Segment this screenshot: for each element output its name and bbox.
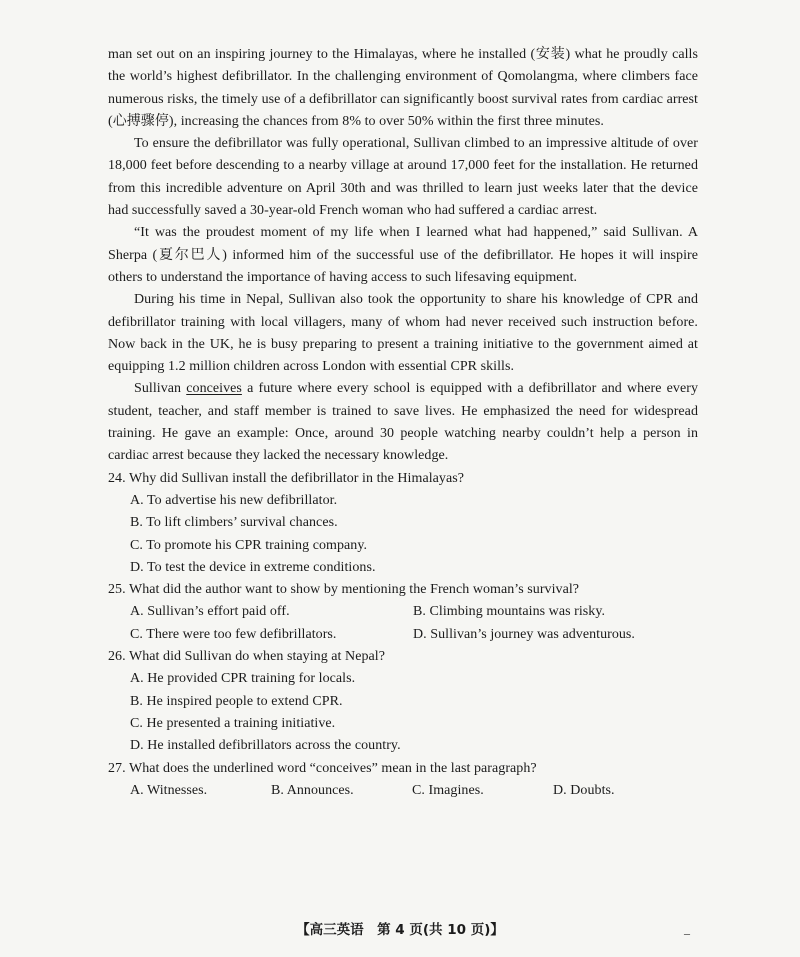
passage-paragraph-1: man set out on an inspiring journey to the Himalayas, where he installed (安装) what he proudly calls the world’s highest defibrillator. In the challenging environment of Qomolangma, where climbers face numerous risks, the timely use of a defibrillator can significantly boost survival rates from cardiac arrest (心搏骤停), increasing the chances from 8% to over 50% within the first three minutes.	[108, 47, 698, 129]
question-27-option-b: B. Announces.	[271, 782, 354, 798]
question-26-option-a: A. He provided CPR training for locals.	[130, 671, 356, 687]
page-content	[108, 44, 698, 802]
p5-text-after: a future where every school is equipped with a defibrillator and where every student, teacher, and staff member is trained to save lives. He emphasized the need for widespread training. He gave an example: Once, around 30 people watching nearby couldn’t help a person in cardiac arrest because they lacked the necessary knowledge.	[108, 381, 698, 464]
question-26-stem: 26. What did Sullivan do when staying at Nepal?	[108, 649, 385, 665]
question-25-option-c: C. There were too few defibrillators.	[130, 626, 337, 642]
question-26-option-b: B. He inspired people to extend CPR.	[130, 693, 343, 709]
question-24-option-c: C. To promote his CPR training company.	[130, 537, 368, 553]
question-25-option-a: A. Sullivan’s effort paid off.	[130, 604, 290, 620]
page-footer: 【高三英语 第 4 页(共 10 页)】	[296, 922, 504, 938]
question-26-option-d: D. He installed defibrillators across the country.	[130, 738, 401, 754]
passage-paragraph-4: During his time in Nepal, Sullivan also took the opportunity to share his knowledge of CPR and defibrillator training with local villagers, many of whom had never received such instruction before. Now back in the UK, he is busy preparing to present a training initiative to the government aimed at equipping 1.2 million children across London with essential CPR skills.	[108, 292, 698, 375]
question-26-option-c: C. He presented a training initiative.	[130, 715, 336, 731]
question-24-option-b: B. To lift climbers’ survival chances.	[130, 515, 338, 531]
question-27-stem: 27. What does the underlined word “conceives” mean in the last paragraph?	[108, 760, 537, 776]
question-25-option-d: D. Sullivan’s journey was adventurous.	[413, 626, 635, 642]
question-26	[108, 646, 698, 757]
passage-paragraph-2: To ensure the defibrillator was fully operational, Sullivan climbed to an impressive altitude of over 18,000 feet before descending to a nearby village at around 17,000 feet for the installation. He returned from this incredible adventure on April 30th and was thrilled to learn just weeks later that the device had successfully saved a 30-year-old French woman who had suffered a cardiac arrest.	[108, 136, 698, 219]
underlined-word: conceives	[186, 381, 242, 397]
question-24-option-a: A. To advertise his new defibrillator.	[130, 492, 338, 508]
passage-paragraph-3: “It was the proudest moment of my life when I learned what had happened,” said Sullivan. A Sherpa (夏尔巴人) informed him of the successful use of the defibrillator. He hopes it will inspire others to understand the importance of having access to such lifesaving equipment.	[108, 225, 698, 285]
p5-text-before: Sullivan	[134, 381, 187, 397]
question-27-options-row	[108, 780, 698, 802]
question-27-option-c: C. Imagines.	[412, 782, 484, 798]
question-27-option-d: D. Doubts.	[553, 782, 615, 798]
passage-paragraph-5	[108, 378, 698, 467]
question-25	[108, 579, 698, 646]
question-24-option-d: D. To test the device in extreme conditions.	[130, 559, 376, 575]
question-27	[108, 758, 698, 803]
question-24	[108, 468, 698, 579]
question-27-option-a: A. Witnesses.	[130, 782, 208, 798]
question-25-option-b: B. Climbing mountains was risky.	[413, 604, 606, 620]
corner-mark: –	[684, 926, 690, 940]
question-25-stem: 25. What did the author want to show by mentioning the French woman’s survival?	[108, 582, 580, 598]
question-25-options-row-2	[108, 624, 698, 646]
question-25-options-row-1	[108, 601, 698, 623]
question-24-stem: 24. Why did Sullivan install the defibrillator in the Himalayas?	[108, 470, 464, 486]
